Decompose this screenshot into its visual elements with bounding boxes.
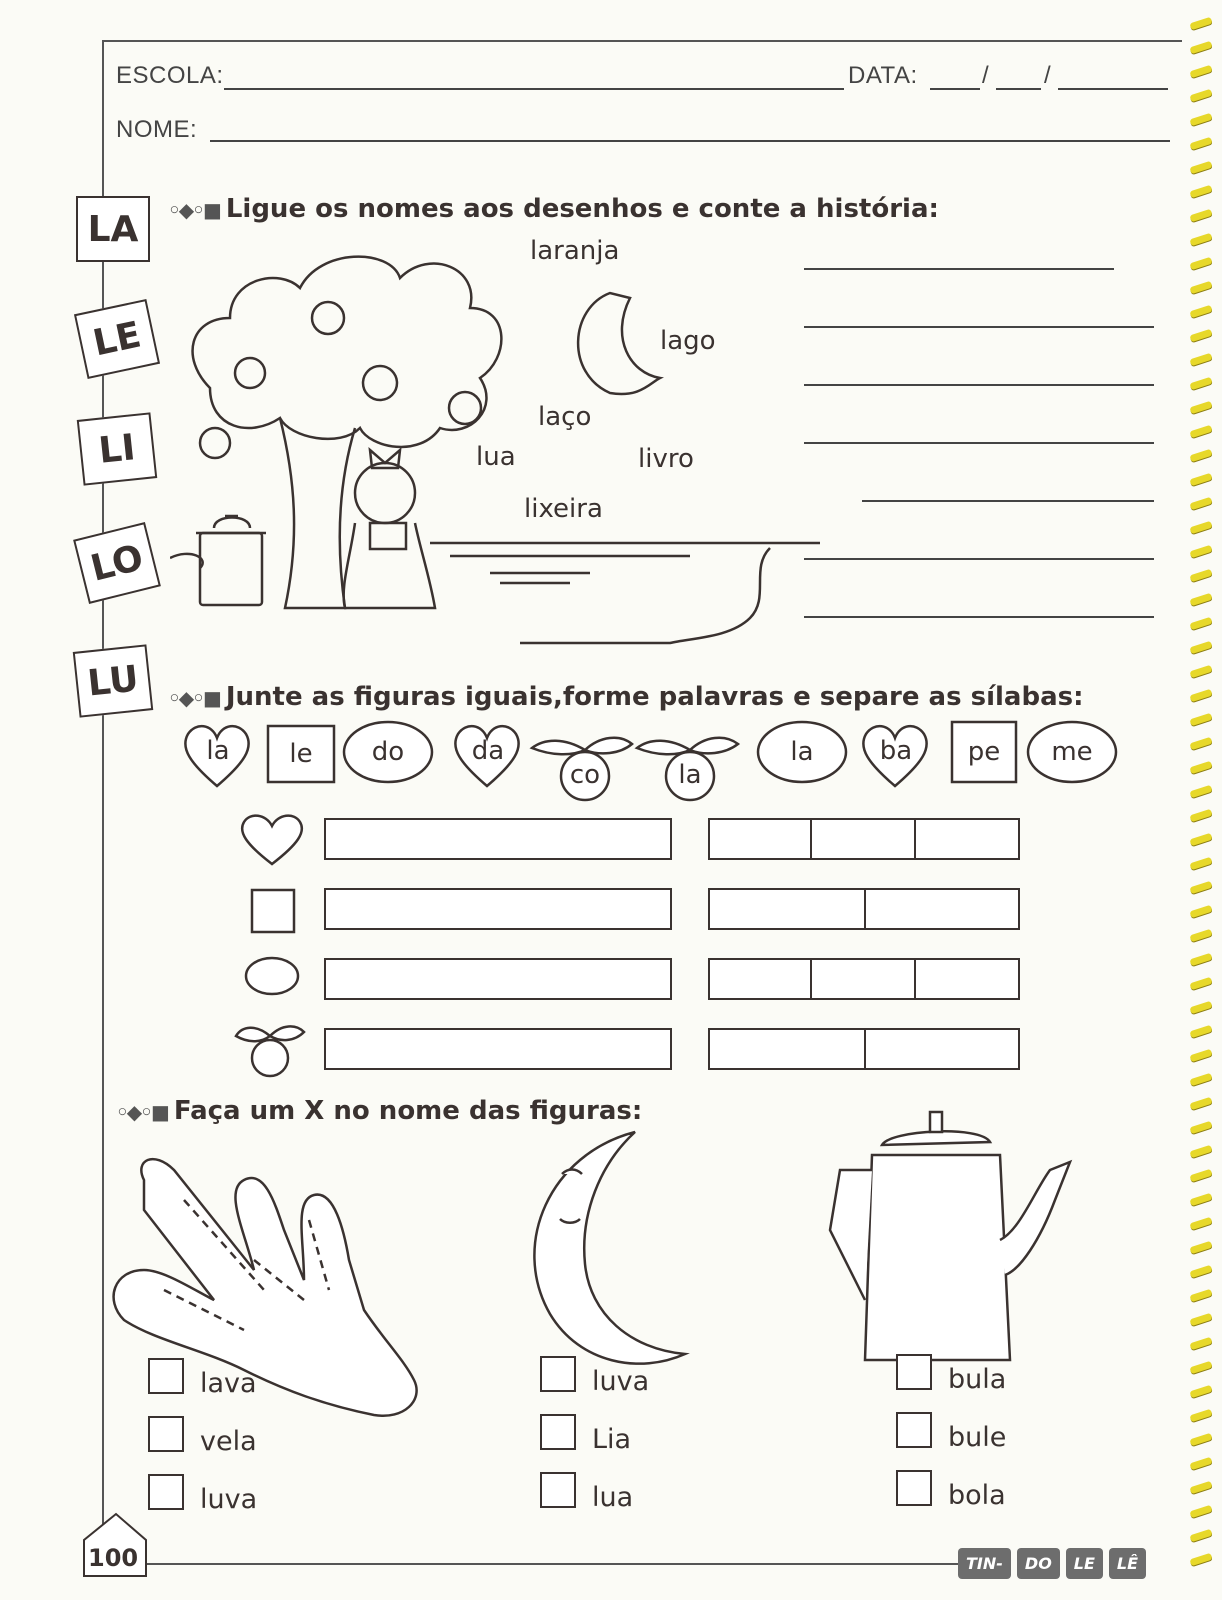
spiral-ring [1189, 185, 1212, 198]
spiral-ring [1189, 1409, 1212, 1422]
page-number: 100 [88, 1544, 139, 1572]
school-field[interactable] [224, 88, 844, 90]
story-line[interactable] [804, 616, 1154, 618]
trash-can-body [200, 533, 262, 605]
spiral-ring [1189, 401, 1212, 414]
spiral-ring [1189, 425, 1212, 438]
spiral-ring [1189, 665, 1212, 678]
spiral-ring [1189, 281, 1212, 294]
syllable-box-li: LI [77, 412, 157, 485]
square-icon [252, 890, 294, 932]
spiral-ring [1189, 1433, 1212, 1446]
date-day-field[interactable] [930, 88, 980, 90]
date-month-field[interactable] [996, 88, 1041, 90]
spiral-ring [1189, 65, 1212, 78]
spiral-ring [1189, 713, 1212, 726]
bullet-icon: ◦◆◦■ [168, 198, 220, 222]
spiral-ring [1189, 137, 1212, 150]
checkbox-luva[interactable] [148, 1474, 184, 1510]
syllable-answer-box[interactable] [864, 888, 1020, 930]
spiral-ring [1189, 449, 1212, 462]
spiral-ring [1189, 473, 1212, 486]
spiral-ring [1189, 1361, 1212, 1374]
option-label: bule [948, 1422, 1007, 1453]
spiral-binding [1186, 20, 1216, 1580]
chip-label: do [371, 737, 405, 767]
spiral-ring [1189, 209, 1212, 222]
tree-crown [193, 257, 502, 447]
chip-label: co [569, 760, 601, 790]
word-answer-box[interactable] [324, 888, 672, 930]
checkbox-lua[interactable] [540, 1472, 576, 1508]
chip-label: la [678, 760, 702, 790]
spiral-ring [1189, 929, 1212, 942]
spiral-ring [1189, 833, 1212, 846]
word-lua: lua [476, 442, 516, 472]
fruit-icon [236, 1026, 304, 1076]
spiral-ring [1189, 905, 1212, 918]
brand-part: LÊ [1109, 1548, 1146, 1579]
spiral-ring [1189, 1145, 1212, 1158]
heart-icon [242, 816, 302, 864]
brand-logo [958, 1548, 1146, 1579]
word-laco: laço [538, 402, 592, 432]
story-line[interactable] [804, 558, 1154, 560]
option-label: bola [948, 1480, 1006, 1511]
spiral-ring [1189, 497, 1212, 510]
spiral-ring [1189, 785, 1212, 798]
spiral-ring [1189, 545, 1212, 558]
word-livro: livro [638, 444, 694, 474]
spiral-ring [1189, 89, 1212, 102]
syllable-answer-box[interactable] [708, 958, 812, 1000]
option-label: lava [200, 1368, 257, 1399]
spiral-ring [1189, 1505, 1212, 1518]
spiral-ring [1189, 1097, 1212, 1110]
chip-label: le [289, 739, 313, 769]
spiral-ring [1189, 689, 1212, 702]
spiral-ring [1189, 1457, 1212, 1470]
syllable-answer-box[interactable] [810, 958, 916, 1000]
chip-label: ba [879, 736, 913, 766]
spiral-ring [1189, 1025, 1212, 1038]
syllable-answer-box[interactable] [864, 1028, 1020, 1070]
syllable-answer-box[interactable] [708, 818, 812, 860]
girl-head [355, 463, 415, 523]
chip-label: la [206, 736, 230, 766]
bullet-icon: ◦◆◦■ [116, 1100, 168, 1124]
date-label: DATA: [848, 62, 918, 89]
spiral-ring [1189, 329, 1212, 342]
spiral-ring [1189, 953, 1212, 966]
chip-label: da [471, 736, 505, 766]
spiral-ring [1189, 1553, 1212, 1566]
spiral-ring [1189, 41, 1212, 54]
syllable-box-lo: LO [73, 522, 161, 604]
brand-part: LE [1066, 1548, 1103, 1579]
syllable-answer-box[interactable] [708, 1028, 866, 1070]
date-year-field[interactable] [1058, 88, 1168, 90]
spiral-ring [1189, 617, 1212, 630]
syllable-answer-box[interactable] [914, 958, 1020, 1000]
checkbox-vela[interactable] [148, 1416, 184, 1452]
option-label: lua [592, 1482, 634, 1513]
name-label: NOME: [116, 116, 198, 143]
spiral-ring [1189, 737, 1212, 750]
spiral-ring [1189, 1313, 1212, 1326]
spiral-ring [1189, 17, 1212, 30]
spiral-ring [1189, 1337, 1212, 1350]
word-answer-box[interactable] [324, 818, 672, 860]
moon-icon [510, 1124, 710, 1374]
chip-label: me [1051, 737, 1093, 767]
spiral-ring [1189, 113, 1212, 126]
story-line[interactable] [804, 384, 1154, 386]
syllable-answer-box[interactable] [914, 818, 1020, 860]
word-lixeira: lixeira [524, 494, 603, 524]
spiral-ring [1189, 1385, 1212, 1398]
chip-label: pe [967, 737, 1001, 767]
teapot-icon [820, 1100, 1080, 1380]
syllable-box-la: LA [76, 196, 150, 262]
word-laranja: laranja [530, 236, 620, 266]
checkbox-bule[interactable] [896, 1412, 932, 1448]
word-answer-box[interactable] [324, 1028, 672, 1070]
spiral-ring [1189, 761, 1212, 774]
spiral-ring [1189, 305, 1212, 318]
spiral-ring [1189, 257, 1212, 270]
checkbox-bola[interactable] [896, 1470, 932, 1506]
brand-part: DO [1017, 1548, 1060, 1579]
option-label: luva [200, 1484, 258, 1515]
spiral-ring [1189, 1073, 1212, 1086]
checkbox-lia[interactable] [540, 1414, 576, 1450]
spiral-ring [1189, 353, 1212, 366]
option-label: luva [592, 1366, 650, 1397]
spiral-ring [1189, 1049, 1212, 1062]
option-label: vela [200, 1426, 257, 1457]
bullet-icon: ◦◆◦■ [168, 686, 220, 710]
row-icons [232, 810, 312, 1080]
page-frame-bottom [140, 1563, 970, 1565]
story-line[interactable] [804, 326, 1154, 328]
spiral-ring [1189, 593, 1212, 606]
spiral-ring [1189, 809, 1212, 822]
story-line[interactable] [804, 442, 1154, 444]
chip-label: la [790, 737, 814, 767]
checkbox-luva[interactable] [540, 1356, 576, 1392]
spiral-ring [1189, 161, 1212, 174]
brand-part: TIN- [958, 1548, 1011, 1579]
syllable-answer-box[interactable] [708, 888, 866, 930]
checkbox-bula[interactable] [896, 1354, 932, 1390]
spiral-ring [1189, 233, 1212, 246]
name-field[interactable] [210, 140, 1170, 142]
story-line[interactable] [862, 500, 1154, 502]
spiral-ring [1189, 1217, 1212, 1230]
page-frame-top [102, 40, 1182, 42]
spiral-ring [1189, 1001, 1212, 1014]
spiral-ring [1189, 521, 1212, 534]
spiral-ring [1189, 1193, 1212, 1206]
spiral-ring [1189, 1241, 1212, 1254]
spiral-ring [1189, 1265, 1212, 1278]
school-label: ESCOLA: [116, 62, 224, 89]
option-label: bula [948, 1364, 1007, 1395]
oval-icon [246, 958, 298, 994]
moon-small [578, 293, 660, 394]
section-title-faca: ◦◆◦■ Faça um X no nome das figuras: [116, 1096, 643, 1126]
date-separator: / [1044, 62, 1052, 89]
checkbox-lava[interactable] [148, 1358, 184, 1394]
section-title-ligue: ◦◆◦■ Ligue os nomes aos desenhos e conte a história: [168, 194, 939, 224]
spiral-ring [1189, 377, 1212, 390]
spiral-ring [1189, 1481, 1212, 1494]
syllable-box-lu: LU [73, 644, 153, 717]
spiral-ring [1189, 569, 1212, 582]
spiral-ring [1189, 977, 1212, 990]
spiral-ring [1189, 641, 1212, 654]
spiral-ring [1189, 857, 1212, 870]
date-separator: / [982, 62, 990, 89]
story-line[interactable] [804, 268, 1114, 270]
section-title-junte: ◦◆◦■ Junte as figuras iguais,forme palavras e separe as sílabas: [168, 682, 1084, 712]
spiral-ring [1189, 1121, 1212, 1134]
word-lago: lago [660, 326, 716, 356]
syllable-answer-box[interactable] [810, 818, 916, 860]
spiral-ring [1189, 1169, 1212, 1182]
option-label: Lia [592, 1424, 632, 1455]
word-answer-box[interactable] [324, 958, 672, 1000]
spiral-ring [1189, 1289, 1212, 1302]
syllable-box-le: LE [74, 299, 160, 379]
spiral-ring [1189, 1529, 1212, 1542]
spiral-ring [1189, 881, 1212, 894]
